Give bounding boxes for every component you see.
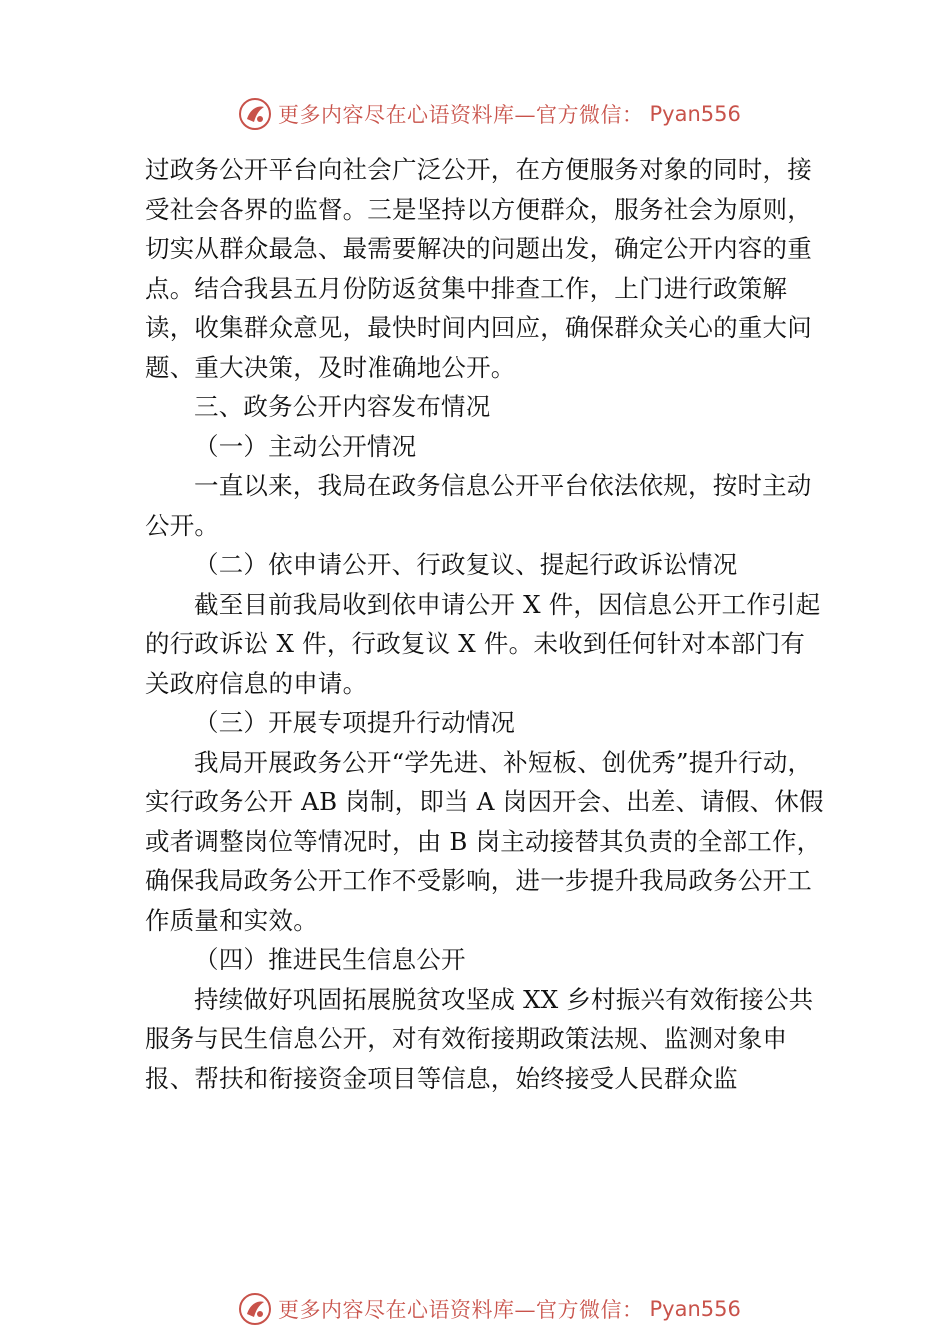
banner-wechat-id: Pyan556 — [649, 102, 741, 126]
subsection-heading: （三）开展专项提升行动情况 — [194, 708, 516, 737]
footer-banner — [238, 1290, 741, 1328]
banner-text: 更多内容尽在心语资料库—官方微信： — [278, 103, 644, 127]
subsection-heading: （四）推进民生信息公开 — [194, 945, 466, 974]
seal-logo-icon — [238, 1292, 272, 1326]
seal-logo-icon — [238, 97, 272, 131]
paragraph: 我局开展政务公开“学先进、补短板、创优秀”提升行动，实行政务公开 AB 岗制，即当 A 岗因开会、出差、请假、休假或者调整岗位等情况时，由 B 岗主动接替其负责的全部工作，确保我局政务公开工作不受影响，进一步提升我局政务公开工作质量和实效。 — [145, 747, 824, 935]
subsection-heading: （一）主动公开情况 — [194, 431, 417, 461]
paragraph: 截至目前我局收到依申请公开 X 件，因信息公开工作引起的行政诉讼 X 件，行政复议 X 件。未收到任何针对本部门有关政府信息的申请。 — [145, 589, 821, 698]
subsection-heading: （二）依申请公开、行政复议、提起行政诉讼情况 — [194, 550, 738, 579]
document-body — [145, 150, 825, 1098]
banner-wechat-id: Pyan556 — [649, 1297, 741, 1321]
section-heading: 三、政务公开内容发布情况 — [194, 392, 491, 421]
header-banner — [238, 95, 741, 133]
banner-text: 更多内容尽在心语资料库—官方微信： — [278, 1298, 644, 1322]
paragraph: 过政务公开平台向社会广泛公开，在方便服务对象的同时，接受社会各界的监督。三是坚持以方便群众，服务社会为原则，切实从群众最急、最需要解决的问题出发，确定公开内容的重点。结合我县五月份防返贫集中排查工作，上门进行政策解读，收集群众意见，最快时间内回应，确保群众关心的重大问题、重大决策，及时准确地公开。 — [145, 155, 812, 382]
paragraph: 持续做好巩固拓展脱贫攻坚成 XX 乡村振兴有效衔接公共服务与民生信息公开，对有效衔接期政策法规、监测对象申报、帮扶和衔接资金项目等信息，始终接受人民群众监 — [145, 984, 814, 1093]
paragraph: 一直以来，我局在政务信息公开平台依法依规，按时主动公开。 — [145, 471, 812, 540]
